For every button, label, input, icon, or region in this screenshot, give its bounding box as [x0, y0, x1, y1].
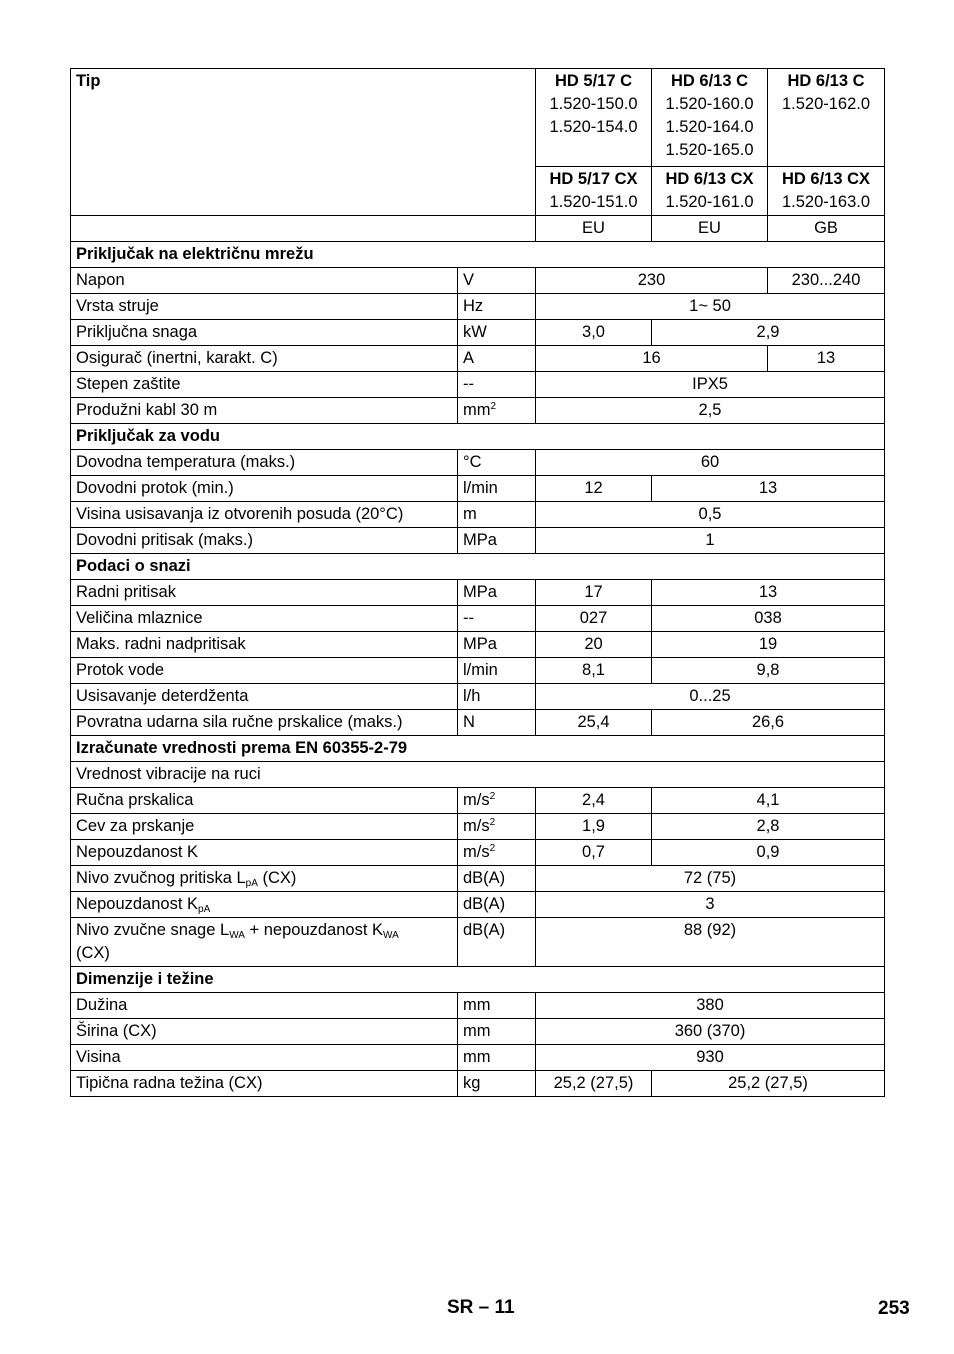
- row-value: 360 (370): [536, 1019, 885, 1045]
- row-unit: V: [458, 268, 536, 294]
- section-row: [71, 736, 885, 762]
- row-label: Vrednost vibracije na ruci: [71, 762, 885, 788]
- region-cell: EU: [536, 216, 652, 242]
- row-value: 930: [536, 1045, 885, 1071]
- row-label: Povratna udarna sila ručne prskalice (maks.): [71, 710, 458, 736]
- row-unit: $m/s^2$: [458, 788, 536, 814]
- row-value: 2,8: [652, 814, 885, 840]
- table-row: [71, 1045, 885, 1071]
- table-row: [71, 993, 885, 1019]
- row-unit: l/min: [458, 658, 536, 684]
- row-label: Visina: [71, 1045, 458, 1071]
- row-label: Dovodna temperatura (maks.): [71, 450, 458, 476]
- row-value: 13: [652, 476, 885, 502]
- row-label: Napon: [71, 268, 458, 294]
- row-value: 3: [536, 892, 885, 918]
- row-value: 038: [652, 606, 885, 632]
- row-label: Nepouzdanost $K_{pA}$: [71, 892, 458, 918]
- row-value: 12: [536, 476, 652, 502]
- region-cell: EU: [652, 216, 768, 242]
- section-title-dimensions: Dimenzije i težine: [71, 967, 885, 993]
- table-row: [71, 710, 885, 736]
- row-unit: dB(A): [458, 892, 536, 918]
- row-value: 60: [536, 450, 885, 476]
- row-label: Nivo zvučne snage $L_{WA}$ + nepouzdanost $K_{WA}$ (CX): [71, 918, 458, 967]
- row-unit: m: [458, 502, 536, 528]
- technical-data-table: [70, 68, 885, 1097]
- section-row: [71, 967, 885, 993]
- row-value: 1,9: [536, 814, 652, 840]
- row-value: 2,4: [536, 788, 652, 814]
- table-row: [71, 918, 885, 967]
- row-unit: $m/s^2$: [458, 840, 536, 866]
- table-row: [71, 866, 885, 892]
- section-row: [71, 554, 885, 580]
- table-row: [71, 372, 885, 398]
- row-unit: $mm^2$: [458, 398, 536, 424]
- row-label: Visina usisavanja iz otvorenih posuda (20°C): [71, 502, 458, 528]
- row-unit: mm: [458, 993, 536, 1019]
- table-row: [71, 632, 885, 658]
- row-unit: dB(A): [458, 918, 536, 967]
- table-row: [71, 892, 885, 918]
- row-value: 19: [652, 632, 885, 658]
- row-value: 2,9: [652, 320, 885, 346]
- tip-label: Tip: [71, 69, 536, 216]
- header-row: [71, 69, 885, 167]
- row-value: 13: [768, 346, 885, 372]
- row-label: Nepouzdanost K: [71, 840, 458, 866]
- table-row: [71, 580, 885, 606]
- row-value: IPX5: [536, 372, 885, 398]
- table-row: [71, 1019, 885, 1045]
- model-cell-3: HD 6/13 C 1.520-162.0: [768, 69, 885, 167]
- footer-page-number: 253: [878, 1298, 910, 1319]
- table-row: [71, 450, 885, 476]
- region-label-empty: [71, 216, 536, 242]
- row-value: 0,5: [536, 502, 885, 528]
- row-value: 4,1: [652, 788, 885, 814]
- row-label: Produžni kabl 30 m: [71, 398, 458, 424]
- table-row: [71, 268, 885, 294]
- row-label: Usisavanje deterdženta: [71, 684, 458, 710]
- row-label: Radni pritisak: [71, 580, 458, 606]
- table-row: [71, 294, 885, 320]
- table-row: [71, 840, 885, 866]
- row-value: 230: [536, 268, 768, 294]
- table-row: [71, 320, 885, 346]
- footer-section-code: SR – 11: [447, 1297, 515, 1318]
- row-value: 13: [652, 580, 885, 606]
- table-row: [71, 476, 885, 502]
- table-row: [71, 788, 885, 814]
- row-unit: --: [458, 372, 536, 398]
- table-row: [71, 814, 885, 840]
- row-unit: Hz: [458, 294, 536, 320]
- row-value: 9,8: [652, 658, 885, 684]
- row-label: Cev za prskanje: [71, 814, 458, 840]
- row-unit: mm: [458, 1045, 536, 1071]
- row-unit: --: [458, 606, 536, 632]
- row-unit: A: [458, 346, 536, 372]
- model-cx-cell-3: HD 6/13 CX 1.520-163.0: [768, 166, 885, 215]
- model-cell-1: HD 5/17 C 1.520-150.0 1.520-154.0: [536, 69, 652, 167]
- model-cx-cell-1: HD 5/17 CX 1.520-151.0: [536, 166, 652, 215]
- row-value: 230...240: [768, 268, 885, 294]
- section-title-calculated: Izračunate vrednosti prema EN 60355-2-79: [71, 736, 885, 762]
- row-value: 027: [536, 606, 652, 632]
- row-label: Ručna prskalica: [71, 788, 458, 814]
- row-label: Vrsta struje: [71, 294, 458, 320]
- row-label: Tipična radna težina (CX): [71, 1071, 458, 1097]
- row-label: Širina (CX): [71, 1019, 458, 1045]
- table-row: [71, 684, 885, 710]
- row-unit: MPa: [458, 632, 536, 658]
- row-unit: kW: [458, 320, 536, 346]
- row-value: 16: [536, 346, 768, 372]
- section-title-electrical: Priključak na električnu mrežu: [71, 242, 885, 268]
- row-label: Veličina mlaznice: [71, 606, 458, 632]
- row-value: 72 (75): [536, 866, 885, 892]
- row-unit: MPa: [458, 528, 536, 554]
- row-label: Osigurač (inertni, karakt. C): [71, 346, 458, 372]
- row-unit: mm: [458, 1019, 536, 1045]
- row-value: 0,7: [536, 840, 652, 866]
- table-row: [71, 1071, 885, 1097]
- row-value: 380: [536, 993, 885, 1019]
- row-unit: °C: [458, 450, 536, 476]
- row-unit: MPa: [458, 580, 536, 606]
- table-row: [71, 606, 885, 632]
- row-unit: N: [458, 710, 536, 736]
- row-value: 25,2 (27,5): [652, 1071, 885, 1097]
- row-value: 0...25: [536, 684, 885, 710]
- row-label: Stepen zaštite: [71, 372, 458, 398]
- row-unit: dB(A): [458, 866, 536, 892]
- row-label: Dovodni protok (min.): [71, 476, 458, 502]
- table-row: [71, 346, 885, 372]
- row-value: 88 (92): [536, 918, 885, 967]
- table-row: [71, 528, 885, 554]
- section-row: [71, 242, 885, 268]
- section-title-power: Podaci o snazi: [71, 554, 885, 580]
- row-label: Protok vode: [71, 658, 458, 684]
- row-value: 20: [536, 632, 652, 658]
- row-value: 17: [536, 580, 652, 606]
- table-row: [71, 658, 885, 684]
- table-row: [71, 502, 885, 528]
- table-row: [71, 762, 885, 788]
- row-value: 8,1: [536, 658, 652, 684]
- model-cell-2: HD 6/13 C 1.520-160.0 1.520-164.0 1.520-165.0: [652, 69, 768, 167]
- row-label: Nivo zvučnog pritiska $L_{pA}$ (CX): [71, 866, 458, 892]
- row-label: Dužina: [71, 993, 458, 1019]
- model-cx-cell-2: HD 6/13 CX 1.520-161.0: [652, 166, 768, 215]
- row-label: Maks. radni nadpritisak: [71, 632, 458, 658]
- row-value: 1: [536, 528, 885, 554]
- row-value: 3,0: [536, 320, 652, 346]
- row-label: Dovodni pritisak (maks.): [71, 528, 458, 554]
- table-row: [71, 398, 885, 424]
- row-unit: kg: [458, 1071, 536, 1097]
- row-value: 26,6: [652, 710, 885, 736]
- row-value: 2,5: [536, 398, 885, 424]
- row-unit: l/h: [458, 684, 536, 710]
- row-unit: $m/s^2$: [458, 814, 536, 840]
- row-value: 0,9: [652, 840, 885, 866]
- row-label: Priključna snaga: [71, 320, 458, 346]
- row-value: 25,2 (27,5): [536, 1071, 652, 1097]
- section-row: [71, 424, 885, 450]
- row-unit: l/min: [458, 476, 536, 502]
- row-value: 1~ 50: [536, 294, 885, 320]
- region-row: [71, 216, 885, 242]
- row-value: 25,4: [536, 710, 652, 736]
- region-cell: GB: [768, 216, 885, 242]
- section-title-water: Priključak za vodu: [71, 424, 885, 450]
